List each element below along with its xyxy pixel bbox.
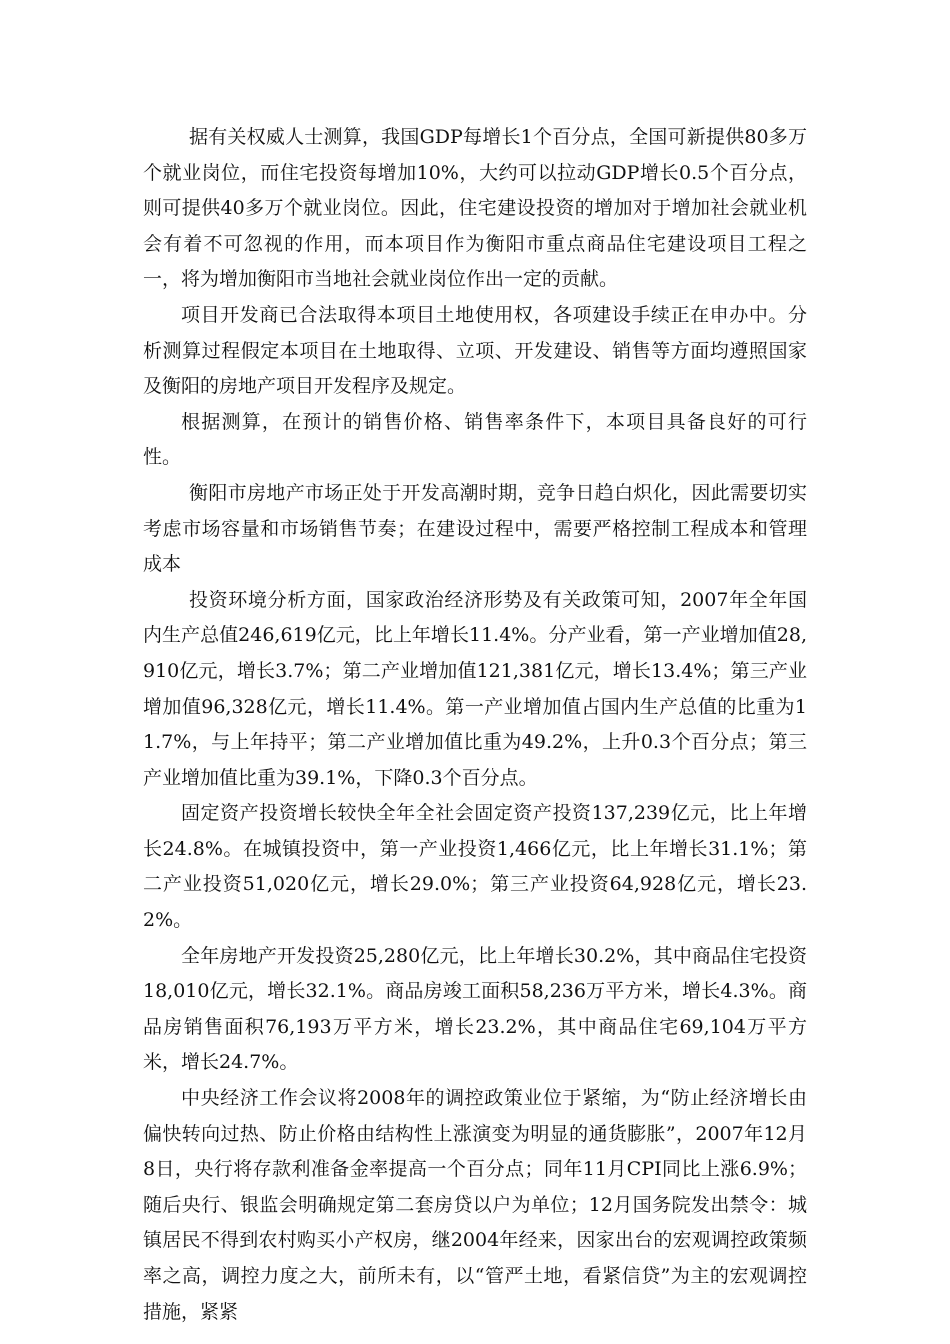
paragraph-feasibility: 根据测算，在预计的销售价格、销售率条件下，本项目具备良好的可行性。 — [143, 410, 807, 469]
paragraph-market: 衡阳市房地产市场正处于开发高潮时期，竞争日趋白炽化，因此需要切实考虑市场容量和市场销售节奏；在建设过程中，需要严格控制工程成本和管理成本 — [143, 481, 807, 576]
paragraph-real-estate: 全年房地产开发投资25,280亿元，比上年增长30.2%，其中商品住宅投资18,010亿元，增长32.1%。商品房竣工面积58,236万平方米，增长4.3%。商品房销售面积76,193万平方米，增长23.2%，其中商品住宅69,104万平方米，增长24.7%。 — [143, 944, 807, 1074]
paragraph-gdp: 投资环境分析方面，国家政治经济形势及有关政策可知，2007年全年国内生产总值246,619亿元，比上年增长11.4%。分产业看，第一产业增加值28,910亿元，增长3.7%；第二产业增加值121,381亿元，增长13.4%；第三产业增加值96,328亿元，增长11.4%。第一产业增加值占国内生产总值的比重为11.7%，与上年持平；第二产业增加值比重为49.2%，上升0.3个百分点；第三产业增加值比重为39.1%，下降0.3个百分点。 — [143, 588, 807, 789]
paragraph-fixed-assets: 固定资产投资增长较快全年全社会固定资产投资137,239亿元，比上年增长24.8%。在城镇投资中，第一产业投资1,466亿元，比上年增长31.1%；第二产业投资51,020亿元，增长29.0%；第三产业投资64,928亿元，增长23.2%。 — [143, 802, 807, 932]
paragraph-land-rights: 项目开发商已合法取得本项目土地使用权，各项建设手续正在申办中。分析测算过程假定本项目在土地取得、立项、开发建设、销售等方面均遵照国家及衡阳的房地产项目开发程序及规定。 — [143, 303, 807, 398]
paragraph-employment: 据有关权威人士测算，我国GDP每增长1个百分点，全国可新提供80多万个就业岗位，而住宅投资每增加10%，大约可以拉动GDP增长0.5个百分点，则可提供40多万个就业岗位。因此，住宅建设投资的增加对于增加社会就业机会有着不可忽视的作用，而本项目作为衡阳市重点商品住宅建设项目工程之一，将为增加衡阳市当地社会就业岗位作出一定的贡献。 — [143, 126, 807, 291]
document-page — [143, 120, 807, 1330]
paragraph-policy: 中央经济工作会议将2008年的调控政策业位于紧缩，为“防止经济增长由偏快转向过热、防止价格由结构性上涨演变为明显的通货膨胀”，2007年12月8日，央行将存款利准备金率提高一个百分点；同年11月CPI同比上涨6.9%；随后央行、银监会明确规定第二套房贷以户为单位；12月国务院发出禁令：城镇居民不得到农村购买小产权房，继2004年经来，因家出台的宏观调控政策频率之高，调控力度之大，前所未有，以“管严土地，看紧信贷”为主的宏观调控措施，紧紧 — [143, 1087, 807, 1323]
